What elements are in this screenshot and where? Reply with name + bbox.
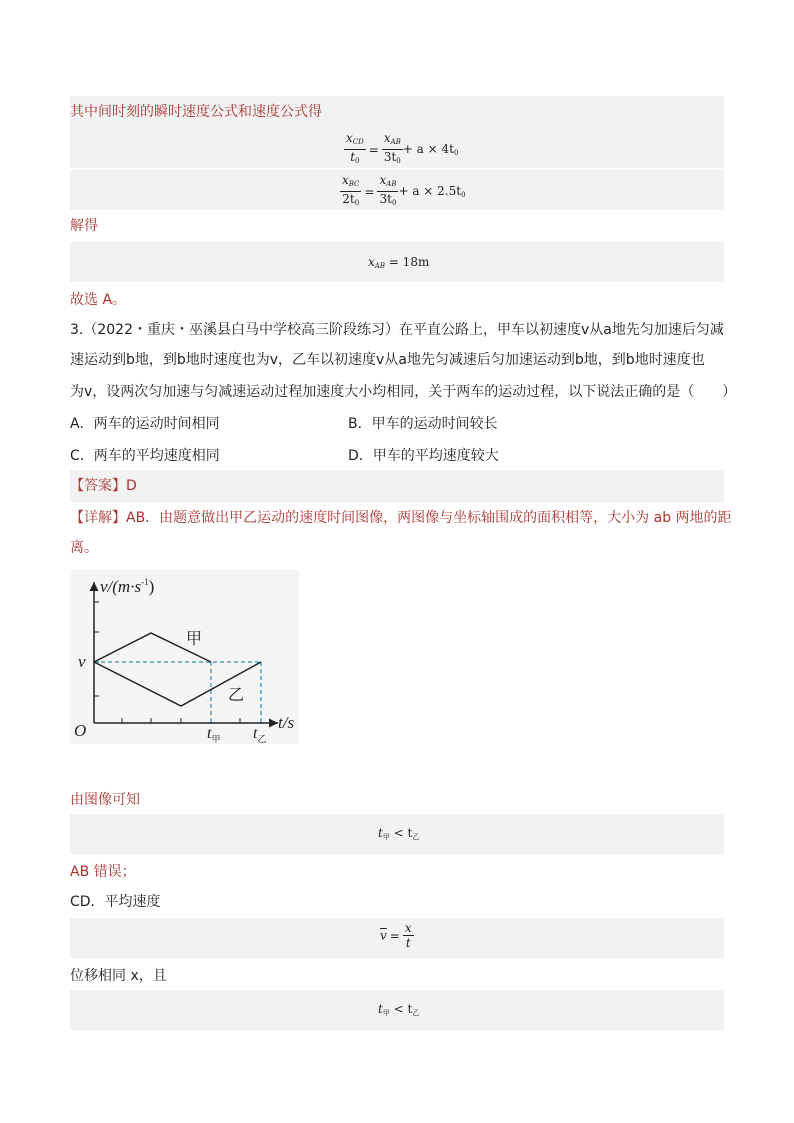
v-label: v — [78, 652, 86, 671]
question-3-line-3: 为v，设两次匀加速与匀减速运动过程加速度大小均相同，关于两车的运动过程，以下说法正确的是（ ） — [70, 384, 737, 400]
option-d: D．甲车的平均速度较大 — [348, 448, 499, 464]
intro-text: 其中间时刻的瞬时速度公式和速度公式得 — [70, 104, 322, 120]
yi-label: 乙 — [228, 685, 245, 704]
t-jia-label: $t_甲$ — [207, 725, 221, 744]
option-c: C．两车的平均速度相同 — [70, 448, 220, 464]
guxuan-text: 故选 A。 — [70, 292, 127, 308]
y-axis-label: $v/(m\cdot s^{-1})$ — [100, 577, 155, 596]
x-axis-label: t/s — [278, 713, 295, 732]
t-yi-label: $t_乙$ — [253, 725, 267, 744]
detail-tag: 【详解】 — [70, 510, 126, 526]
question-3-line-2: 速运动到b地，到b地时速度也为v，乙车以初速度v从a地先匀减速后匀加速运动到b地，到b地时速度也 — [70, 352, 705, 368]
formula-4: $t_甲 < t_乙$ — [378, 826, 420, 841]
formula-5: $\overline{v}$ = $\frac{x}{t}$ — [380, 921, 412, 950]
disp-same-text: 位移相同 x，且 — [70, 968, 167, 984]
formula-1: $\frac{x_{CD}}{t_0}$ = $\frac{x_{AB}}{3t_0}$ + $a \times 4t_0$ — [346, 131, 459, 165]
detail-line-2: 离。 — [70, 540, 98, 556]
velocity-time-graph — [70, 570, 299, 744]
formula-6: $t_甲 < t_乙$ — [378, 1002, 420, 1017]
detail-text-1: AB．由题意做出甲乙运动的速度时间图像，两图像与坐标轴围成的面积相等，大小为 ab 两地的距 — [126, 510, 732, 526]
by-graph-text: 由图像可知 — [70, 792, 140, 808]
cd-avg-text: CD．平均速度 — [70, 894, 161, 910]
option-a: A．两车的运动时间相同 — [70, 416, 220, 432]
option-b: B．甲车的运动时间较长 — [348, 416, 498, 432]
question-3-line-1: 3.（2022・重庆・巫溪县白马中学校高三阶段练习）在平直公路上，甲车以初速度v从a地先匀加速后匀减 — [70, 322, 724, 338]
formula-2: $\frac{x_{BC}}{2t_0}$ = $\frac{x_{AB}}{3t_0}$ + $a \times 2.5t_0$ — [342, 173, 466, 207]
origin-label: O — [74, 721, 87, 740]
formula-3: $x_{AB} = 18m$ — [368, 255, 430, 270]
detail-line-1 — [70, 508, 732, 528]
jiede-text: 解得 — [70, 218, 98, 234]
jia-label: 甲 — [186, 629, 203, 648]
answer-text: 【答案】D — [70, 478, 137, 494]
ab-wrong-text: AB 错误； — [70, 864, 136, 880]
formula-band-5 — [70, 470, 724, 502]
